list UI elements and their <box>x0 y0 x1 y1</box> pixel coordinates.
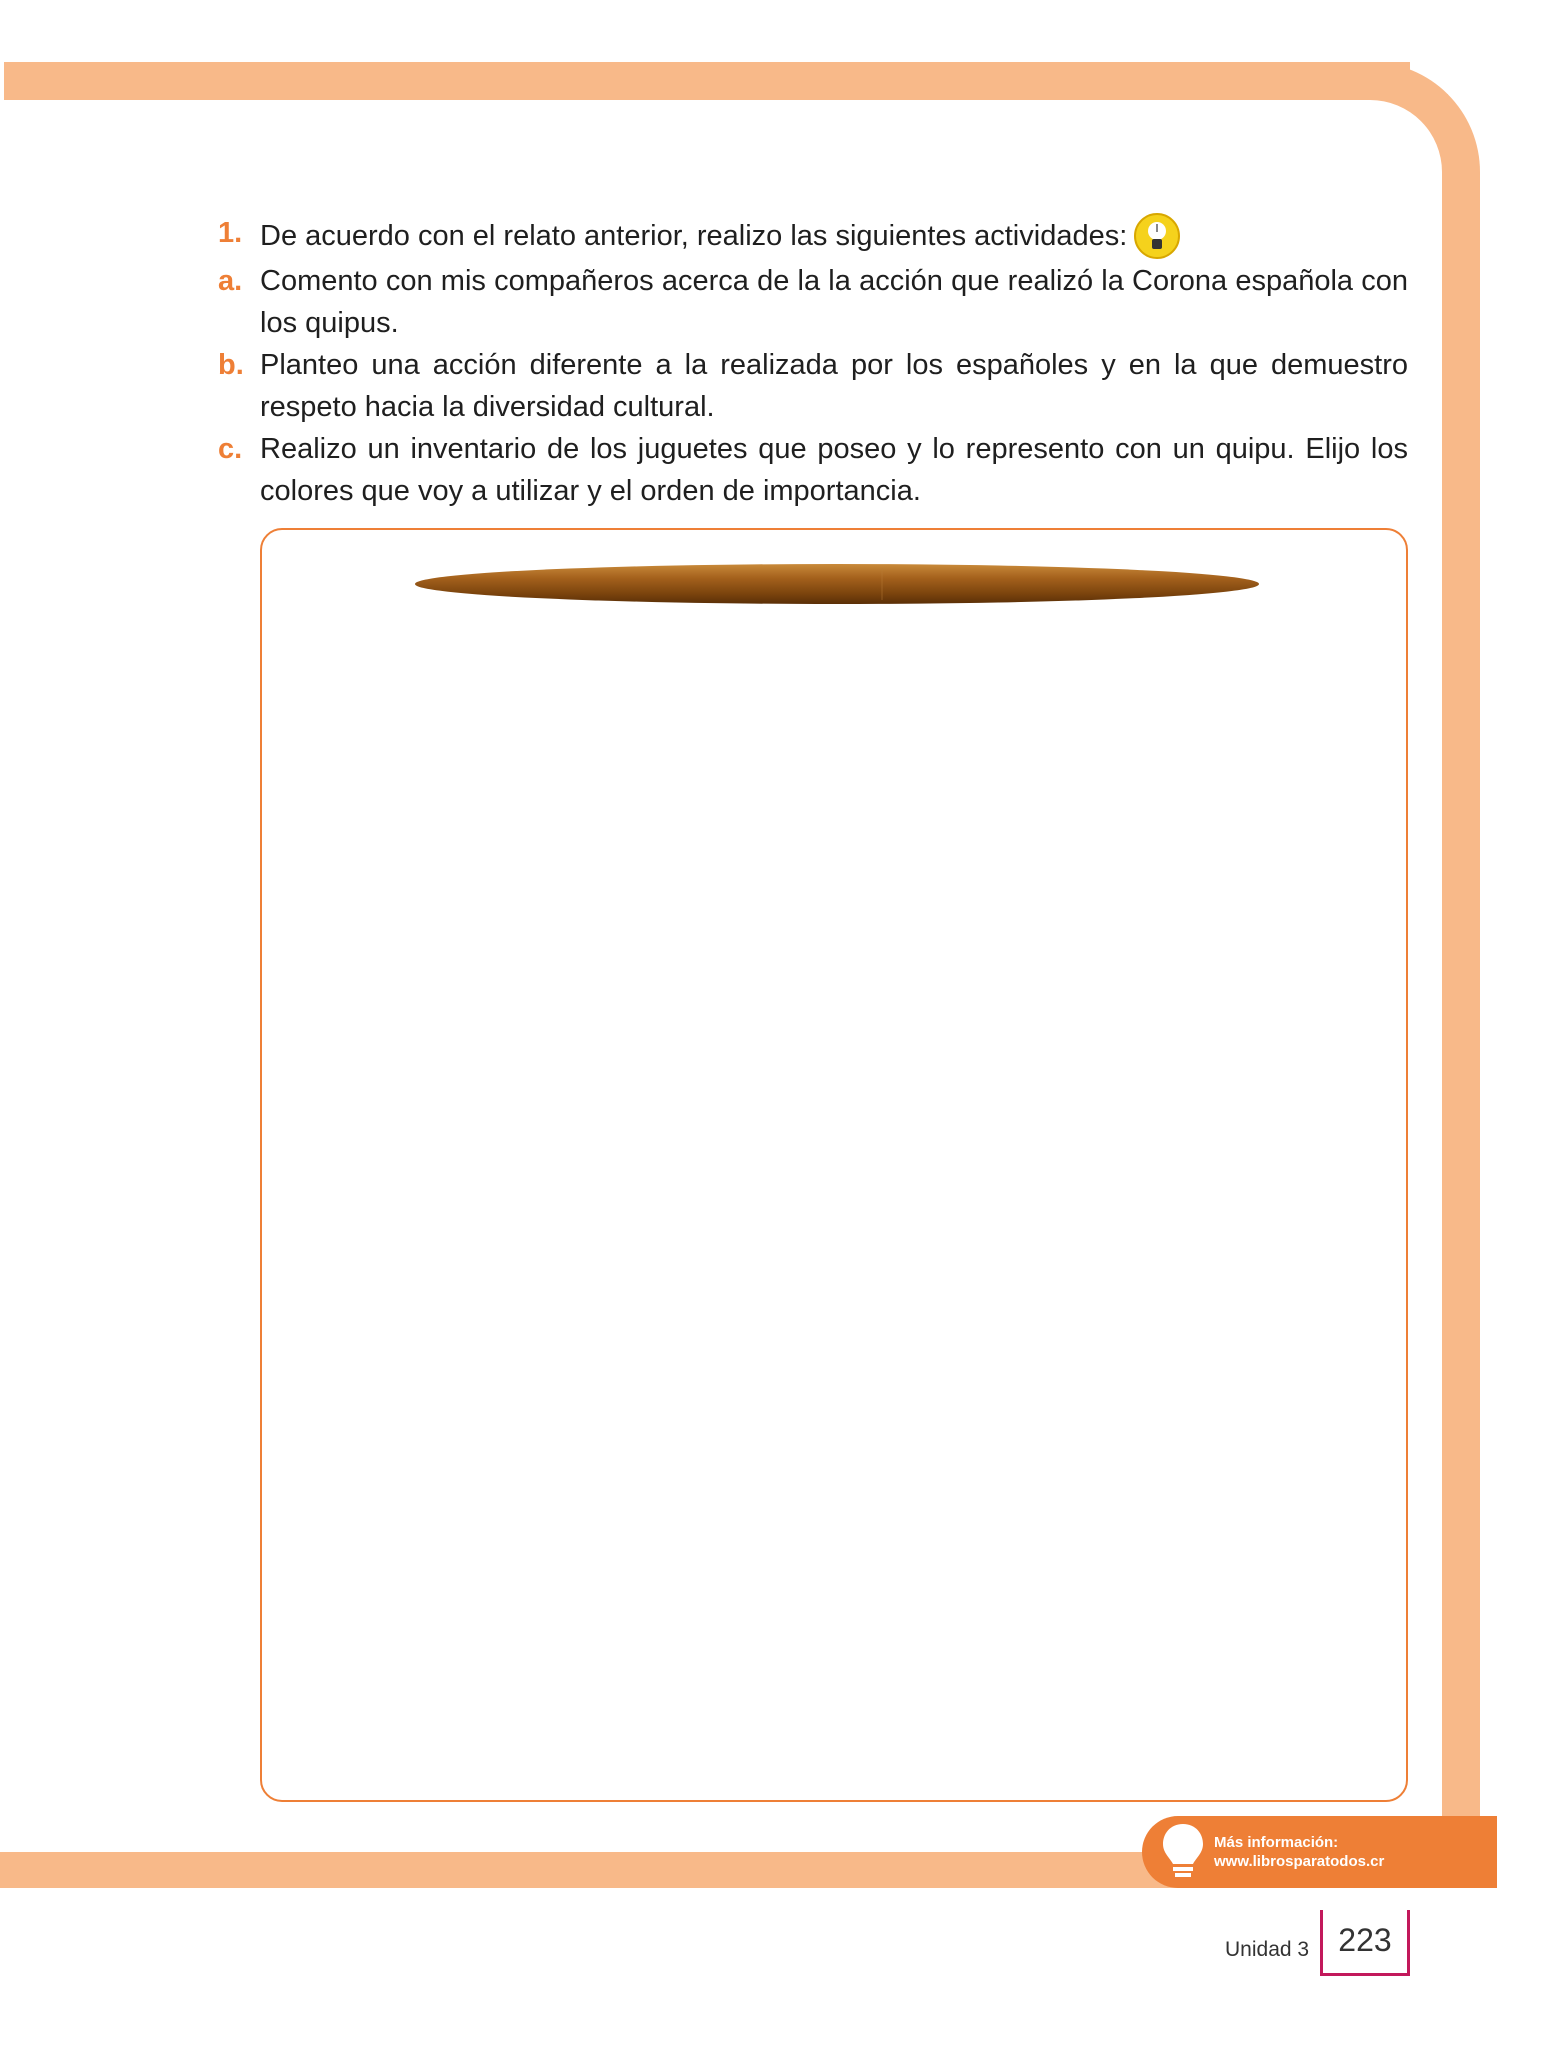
question-text: Comento con mis compañeros acerca de la la acción que realizó la Corona española con los quipus. <box>260 265 1408 339</box>
question-intro-line <box>260 212 1181 260</box>
frame-left-mark <box>0 62 4 100</box>
footer-unit-label: Unidad 3 <box>1225 1938 1310 1961</box>
question-item-b <box>218 344 1408 428</box>
question-marker: a. <box>218 265 243 297</box>
more-info-label: Más información: <box>1214 1834 1339 1851</box>
more-info-badge <box>1142 1816 1497 1888</box>
question-item-c <box>218 428 1408 512</box>
lightbulb-icon <box>1160 1822 1206 1882</box>
page-frame-corner <box>1340 62 1480 202</box>
question-text: Planteo una acción diferente a la realizada por los españoles y en la que demuestro respeto hacia la diversidad cultural. <box>260 349 1408 423</box>
question-number: 1. <box>218 217 243 249</box>
question-item-a <box>218 260 1408 344</box>
page-number: 223 <box>1338 1922 1392 1958</box>
question-marker: c. <box>218 433 243 465</box>
question-marker: b. <box>218 349 244 381</box>
more-info-text <box>1214 1833 1384 1871</box>
question-intro <box>218 212 1408 260</box>
question-intro-text: De acuerdo con el relato anterior, realizo las siguientes actividades: <box>260 220 1128 252</box>
lightbulb-icon <box>1133 212 1181 260</box>
page-number-box <box>1320 1910 1410 1976</box>
quipu-stick <box>412 560 1262 608</box>
page-frame-bottom <box>0 1852 1180 1888</box>
question-text: Realizo un inventario de los juguetes que poseo y lo represento con un quipu. Elijo los colores que voy a utilizar y el orden de importancia. <box>260 433 1408 507</box>
quipu-drawing-area[interactable] <box>260 528 1408 1802</box>
more-info-link[interactable]: www.librosparatodos.cr <box>1214 1853 1385 1870</box>
page-frame-right <box>1442 190 1480 1850</box>
activity-questions <box>218 212 1408 512</box>
page-frame-top <box>0 62 1410 100</box>
